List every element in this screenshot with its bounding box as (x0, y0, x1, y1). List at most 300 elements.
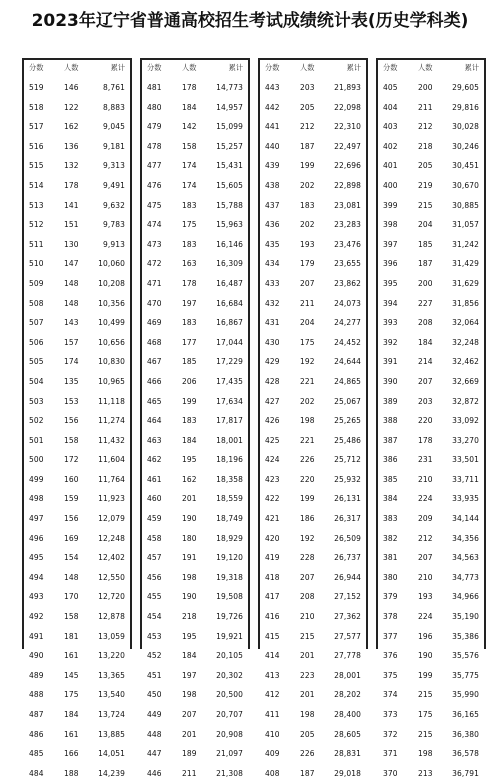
count-cell: 148 (64, 298, 79, 308)
score-cell: 395 (383, 278, 398, 288)
score-cell: 463 (147, 435, 162, 445)
score-cell: 454 (147, 612, 162, 622)
table-row (140, 392, 250, 412)
cumulative-cell: 13,365 (98, 670, 125, 680)
count-cell: 199 (300, 161, 315, 171)
cumulative-cell: 14,773 (216, 83, 243, 92)
table-row (140, 744, 250, 764)
cumulative-cell: 11,118 (98, 396, 125, 406)
score-cell: 461 (147, 474, 162, 484)
table-row (376, 587, 486, 607)
cumulative-cell: 10,060 (98, 259, 125, 269)
cumulative-cell: 12,248 (98, 533, 125, 543)
header-count: 人数 (418, 63, 433, 72)
count-cell: 204 (300, 318, 315, 328)
score-cell: 404 (383, 102, 398, 112)
table-row (140, 313, 250, 333)
cumulative-cell: 20,707 (216, 710, 243, 719)
score-cell: 489 (29, 670, 44, 680)
score-cell: 427 (265, 396, 280, 406)
count-cell: 175 (64, 690, 79, 700)
count-cell: 224 (418, 494, 433, 504)
table-header (376, 60, 486, 77)
score-cell: 507 (29, 318, 44, 328)
count-cell: 202 (300, 180, 315, 190)
score-cell: 509 (29, 278, 44, 288)
cumulative-cell: 25,932 (334, 474, 361, 484)
score-cell: 393 (383, 318, 398, 328)
cumulative-cell: 14,239 (98, 768, 125, 778)
cumulative-cell: 12,720 (98, 592, 125, 602)
count-cell: 187 (418, 259, 433, 269)
count-cell: 153 (64, 396, 79, 406)
table-row (22, 450, 132, 470)
table-row (140, 470, 250, 490)
score-cell: 453 (147, 631, 162, 641)
header-count: 人数 (300, 63, 315, 72)
score-cell: 458 (147, 533, 162, 543)
count-cell: 185 (418, 239, 433, 249)
score-cell: 465 (147, 396, 162, 406)
table-row (22, 411, 132, 431)
count-cell: 190 (182, 514, 197, 524)
cumulative-cell: 19,921 (216, 631, 243, 641)
cumulative-cell: 30,885 (452, 200, 479, 210)
table-rows (22, 78, 132, 783)
count-cell: 161 (64, 729, 79, 739)
cumulative-cell: 24,277 (334, 318, 361, 328)
cumulative-cell: 15,605 (216, 180, 243, 190)
score-cell: 488 (29, 690, 44, 700)
count-cell: 183 (300, 200, 315, 210)
table-row (258, 509, 368, 529)
cumulative-cell: 15,431 (216, 161, 243, 171)
cumulative-cell: 17,229 (216, 357, 243, 367)
cumulative-cell: 30,451 (452, 161, 479, 171)
cumulative-cell: 10,656 (98, 337, 125, 347)
cumulative-cell: 15,257 (216, 141, 243, 151)
table-row (258, 156, 368, 176)
score-cell: 510 (29, 259, 44, 269)
score-cell: 399 (383, 200, 398, 210)
count-cell: 184 (182, 651, 197, 661)
cumulative-cell: 34,356 (452, 533, 479, 543)
cumulative-cell: 15,963 (216, 220, 243, 230)
cumulative-cell: 30,670 (452, 180, 479, 190)
table-row (376, 392, 486, 412)
count-cell: 207 (300, 278, 315, 288)
table-row (22, 627, 132, 647)
cumulative-cell: 21,097 (216, 749, 243, 759)
count-cell: 178 (182, 83, 197, 92)
cumulative-cell: 10,499 (98, 318, 125, 328)
score-cell: 377 (383, 631, 398, 641)
table-row (140, 98, 250, 118)
header-score: 分数 (383, 63, 398, 72)
cumulative-cell: 13,220 (98, 651, 125, 661)
count-cell: 193 (300, 239, 315, 249)
table-row (258, 78, 368, 98)
table-row (376, 176, 486, 196)
score-cell: 417 (265, 592, 280, 602)
count-cell: 184 (64, 710, 79, 719)
score-cell: 450 (147, 690, 162, 700)
score-cell: 421 (265, 514, 280, 524)
header-count: 人数 (64, 63, 79, 72)
count-cell: 221 (300, 376, 315, 386)
score-cell: 423 (265, 474, 280, 484)
table-row (376, 78, 486, 98)
score-cell: 457 (147, 553, 162, 563)
table-header (258, 60, 368, 77)
cumulative-cell: 17,044 (216, 337, 243, 347)
cumulative-cell: 28,605 (334, 729, 361, 739)
count-cell: 158 (182, 141, 197, 151)
count-cell: 192 (300, 533, 315, 543)
table-row (140, 587, 250, 607)
cumulative-cell: 33,092 (452, 416, 479, 426)
cumulative-cell: 36,165 (452, 710, 479, 719)
score-cell: 479 (147, 122, 162, 132)
cumulative-cell: 36,578 (452, 749, 479, 759)
table-row (376, 685, 486, 705)
count-cell: 177 (182, 337, 197, 347)
count-cell: 187 (300, 141, 315, 151)
cumulative-cell: 28,400 (334, 710, 361, 719)
cumulative-cell: 18,358 (216, 474, 243, 484)
score-cell: 391 (383, 357, 398, 367)
cumulative-cell: 23,862 (334, 278, 361, 288)
score-cell: 447 (147, 749, 162, 759)
table-row (140, 431, 250, 451)
count-cell: 198 (300, 710, 315, 719)
table-row (22, 607, 132, 627)
count-cell: 191 (182, 553, 197, 563)
table-row (140, 764, 250, 783)
count-cell: 198 (182, 690, 197, 700)
table-row (140, 137, 250, 157)
score-cell: 515 (29, 161, 44, 171)
score-cell: 513 (29, 200, 44, 210)
score-cell: 385 (383, 474, 398, 484)
score-cell: 455 (147, 592, 162, 602)
count-cell: 214 (418, 357, 433, 367)
table-row (140, 254, 250, 274)
table-row (22, 764, 132, 783)
count-cell: 184 (182, 435, 197, 445)
score-cell: 410 (265, 729, 280, 739)
score-cell: 397 (383, 239, 398, 249)
table-row (140, 196, 250, 216)
table-rows (376, 78, 486, 783)
table-row (22, 744, 132, 764)
count-cell: 163 (182, 259, 197, 269)
score-cell: 436 (265, 220, 280, 230)
cumulative-cell: 10,208 (98, 278, 125, 288)
table-row (258, 568, 368, 588)
cumulative-cell: 24,073 (334, 298, 361, 308)
cumulative-cell: 32,462 (452, 357, 479, 367)
count-cell: 181 (64, 631, 79, 641)
table-row (22, 431, 132, 451)
table-row (376, 117, 486, 137)
cumulative-cell: 34,144 (452, 514, 479, 524)
cumulative-cell: 18,559 (216, 494, 243, 504)
score-cell: 514 (29, 180, 44, 190)
count-cell: 201 (182, 494, 197, 504)
table-row (258, 470, 368, 490)
table-block-4 (376, 58, 486, 778)
cumulative-cell: 9,313 (103, 161, 125, 171)
cumulative-cell: 18,196 (216, 455, 243, 465)
cumulative-cell: 22,310 (334, 122, 361, 132)
score-cell: 389 (383, 396, 398, 406)
count-cell: 154 (64, 553, 79, 563)
table-row (376, 627, 486, 647)
table-row (22, 529, 132, 549)
score-cell: 443 (265, 83, 280, 92)
score-cell: 415 (265, 631, 280, 641)
score-cell: 430 (265, 337, 280, 347)
table-row (258, 274, 368, 294)
cumulative-cell: 11,432 (98, 435, 125, 445)
count-cell: 175 (418, 710, 433, 719)
cumulative-cell: 16,684 (216, 298, 243, 308)
cumulative-cell: 31,629 (452, 278, 479, 288)
table-row (258, 548, 368, 568)
count-cell: 215 (418, 729, 433, 739)
count-cell: 132 (64, 161, 79, 171)
table-block-1 (22, 58, 132, 778)
cumulative-cell: 24,865 (334, 376, 361, 386)
table-row (22, 274, 132, 294)
score-cell: 390 (383, 376, 398, 386)
cumulative-cell: 11,764 (98, 474, 125, 484)
cumulative-cell: 10,830 (98, 357, 125, 367)
table-row (376, 352, 486, 372)
cumulative-cell: 12,878 (98, 612, 125, 622)
table-row (22, 646, 132, 666)
count-cell: 224 (418, 612, 433, 622)
table-row (258, 254, 368, 274)
count-cell: 180 (182, 533, 197, 543)
score-cell: 511 (29, 239, 44, 249)
count-cell: 204 (418, 220, 433, 230)
cumulative-cell: 34,563 (452, 553, 479, 563)
count-cell: 196 (418, 631, 433, 641)
count-cell: 174 (182, 161, 197, 171)
score-cell: 409 (265, 749, 280, 759)
table-row (376, 646, 486, 666)
header-cumulative: 累计 (464, 63, 479, 72)
cumulative-cell: 24,644 (334, 357, 361, 367)
count-cell: 212 (418, 533, 433, 543)
count-cell: 228 (300, 553, 315, 563)
cumulative-cell: 33,935 (452, 494, 479, 504)
cumulative-cell: 28,202 (334, 690, 361, 700)
score-cell: 476 (147, 180, 162, 190)
table-row (376, 431, 486, 451)
count-cell: 211 (418, 102, 433, 112)
count-cell: 187 (300, 768, 315, 778)
count-cell: 158 (64, 612, 79, 622)
cumulative-cell: 11,604 (98, 455, 125, 465)
cumulative-cell: 11,274 (98, 416, 125, 426)
score-cell: 466 (147, 376, 162, 386)
count-cell: 205 (300, 102, 315, 112)
header-score: 分数 (29, 63, 44, 72)
score-cell: 492 (29, 612, 44, 622)
table-row (376, 313, 486, 333)
score-cell: 381 (383, 553, 398, 563)
count-cell: 200 (418, 83, 433, 92)
score-cell: 518 (29, 102, 44, 112)
count-cell: 197 (182, 670, 197, 680)
count-cell: 231 (418, 455, 433, 465)
cumulative-cell: 15,788 (216, 200, 243, 210)
cumulative-cell: 31,429 (452, 259, 479, 269)
cumulative-cell: 33,711 (452, 474, 479, 484)
table-row (22, 666, 132, 686)
cumulative-cell: 20,908 (216, 729, 243, 739)
table-row (376, 725, 486, 745)
score-cell: 502 (29, 416, 44, 426)
count-cell: 227 (418, 298, 433, 308)
table-row (22, 352, 132, 372)
score-cell: 387 (383, 435, 398, 445)
score-cell: 497 (29, 514, 44, 524)
table-header (22, 60, 132, 77)
score-cell: 503 (29, 396, 44, 406)
table-row (258, 627, 368, 647)
table-row (22, 215, 132, 235)
score-table (22, 58, 480, 778)
cumulative-cell: 30,028 (452, 122, 479, 132)
table-row (258, 392, 368, 412)
count-cell: 198 (418, 749, 433, 759)
count-cell: 226 (300, 455, 315, 465)
table-row (22, 685, 132, 705)
table-row (376, 450, 486, 470)
table-row (22, 333, 132, 353)
score-cell: 498 (29, 494, 44, 504)
score-cell: 401 (383, 161, 398, 171)
count-cell: 211 (300, 298, 315, 308)
count-cell: 207 (300, 572, 315, 582)
count-cell: 148 (64, 278, 79, 288)
score-cell: 437 (265, 200, 280, 210)
cumulative-cell: 35,990 (452, 690, 479, 700)
header-count: 人数 (182, 63, 197, 72)
count-cell: 212 (418, 122, 433, 132)
score-cell: 431 (265, 318, 280, 328)
score-cell: 468 (147, 337, 162, 347)
count-cell: 188 (64, 768, 79, 778)
cumulative-cell: 26,317 (334, 514, 361, 524)
count-cell: 169 (64, 533, 79, 543)
score-cell: 508 (29, 298, 44, 308)
header-score: 分数 (265, 63, 280, 72)
table-row (258, 725, 368, 745)
cumulative-cell: 12,402 (98, 553, 125, 563)
count-cell: 161 (64, 651, 79, 661)
table-row (140, 156, 250, 176)
count-cell: 209 (418, 514, 433, 524)
table-row (376, 196, 486, 216)
count-cell: 210 (300, 612, 315, 622)
table-row (22, 705, 132, 725)
score-cell: 383 (383, 514, 398, 524)
count-cell: 195 (182, 455, 197, 465)
table-row (22, 137, 132, 157)
table-row (22, 176, 132, 196)
table-row (140, 372, 250, 392)
score-cell: 396 (383, 259, 398, 269)
cumulative-cell: 13,885 (98, 729, 125, 739)
score-cell: 452 (147, 651, 162, 661)
score-cell: 414 (265, 651, 280, 661)
table-row (258, 215, 368, 235)
table-row (22, 294, 132, 314)
cumulative-cell: 14,051 (98, 749, 125, 759)
score-cell: 467 (147, 357, 162, 367)
count-cell: 147 (64, 259, 79, 269)
cumulative-cell: 13,540 (98, 690, 125, 700)
score-cell: 373 (383, 710, 398, 719)
cumulative-cell: 24,452 (334, 337, 361, 347)
cumulative-cell: 23,476 (334, 239, 361, 249)
table-row (140, 685, 250, 705)
count-cell: 170 (64, 592, 79, 602)
table-row (258, 587, 368, 607)
score-cell: 371 (383, 749, 398, 759)
score-cell: 490 (29, 651, 44, 661)
count-cell: 174 (64, 357, 79, 367)
cumulative-cell: 14,957 (216, 102, 243, 112)
table-row (140, 411, 250, 431)
score-cell: 480 (147, 102, 162, 112)
count-cell: 172 (64, 455, 79, 465)
table-rows (140, 78, 250, 783)
count-cell: 158 (64, 435, 79, 445)
count-cell: 203 (300, 83, 315, 92)
count-cell: 179 (300, 259, 315, 269)
count-cell: 175 (300, 337, 315, 347)
count-cell: 199 (418, 670, 433, 680)
table-row (22, 489, 132, 509)
score-cell: 432 (265, 298, 280, 308)
count-cell: 197 (182, 298, 197, 308)
table-row (376, 294, 486, 314)
cumulative-cell: 16,867 (216, 318, 243, 328)
count-cell: 135 (64, 376, 79, 386)
count-cell: 175 (182, 220, 197, 230)
table-row (376, 607, 486, 627)
cumulative-cell: 8,761 (103, 83, 125, 92)
count-cell: 218 (418, 141, 433, 151)
table-row (376, 744, 486, 764)
cumulative-cell: 22,497 (334, 141, 361, 151)
count-cell: 210 (418, 474, 433, 484)
table-row (22, 313, 132, 333)
header-score: 分数 (147, 63, 162, 72)
score-cell: 413 (265, 670, 280, 680)
table-row (22, 372, 132, 392)
score-cell: 419 (265, 553, 280, 563)
score-cell: 388 (383, 416, 398, 426)
score-cell: 429 (265, 357, 280, 367)
score-cell: 519 (29, 83, 44, 92)
